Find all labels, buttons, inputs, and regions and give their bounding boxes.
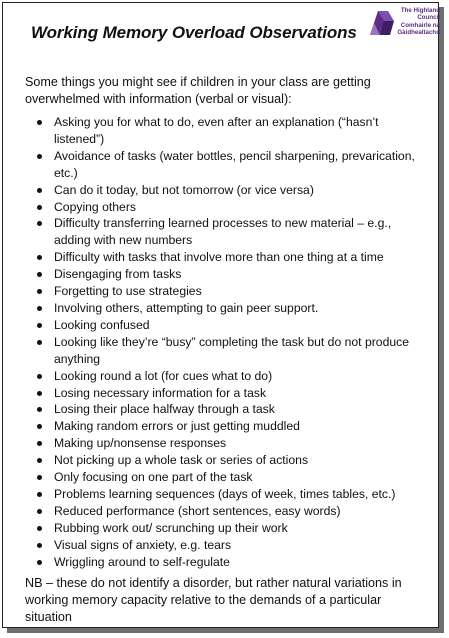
logo-line-4: Gàidhealtachd [397, 29, 440, 37]
list-item [37, 283, 417, 300]
list-item-text: Not picking up a whole task or series of actions [54, 453, 309, 468]
highland-council-logo [368, 7, 440, 41]
bullet-icon [37, 424, 42, 429]
bullet-icon [37, 560, 42, 565]
bullet-icon [37, 340, 42, 345]
bullet-icon [37, 407, 42, 412]
bullet-icon [37, 306, 42, 311]
list-item [37, 148, 417, 182]
list-item-text: Making up/nonsense responses [54, 436, 227, 451]
list-item [37, 334, 417, 368]
list-item-text: Looking round a lot (for cues what to do) [54, 368, 273, 383]
list-item [37, 401, 417, 418]
list-item-text: Can do it today, but not tomorrow (or vice versa) [54, 182, 314, 197]
list-item-text: Wriggling around to self-regulate [54, 554, 230, 569]
page-title: Working Memory Overload Observations [31, 23, 357, 42]
list-item [37, 469, 417, 486]
list-item [37, 554, 417, 571]
bullet-icon [37, 492, 42, 497]
list-item [37, 435, 417, 452]
list-item-text: Making random errors or just getting muddled [54, 419, 300, 434]
list-item [37, 368, 417, 385]
observations-list [37, 114, 417, 570]
list-item-text: Forgetting to use strategies [54, 284, 202, 299]
bullet-icon [37, 458, 42, 463]
list-item-text: Avoidance of tasks (water bottles, pencil sharpening, prevarication, etc.) [54, 148, 415, 180]
bullet-icon [37, 289, 42, 294]
logo-line-2: Council [417, 14, 440, 22]
list-item [37, 114, 417, 148]
bullet-icon [37, 441, 42, 446]
bullet-icon [37, 391, 42, 396]
logo-wordmark [388, 7, 440, 37]
list-item [37, 452, 417, 469]
list-item-text: Problems learning sequences (days of week, times tables, etc.) [54, 486, 396, 501]
list-item-text: Looking like they’re “busy” completing the task but do not produce anything [54, 334, 409, 366]
list-item [37, 300, 417, 317]
list-item-text: Losing their place halfway through a task [54, 402, 275, 417]
bullet-icon [37, 272, 42, 277]
list-item-text: Involving others, attempting to gain peer support. [54, 300, 319, 315]
list-item-text: Difficulty with tasks that involve more than one thing at a time [54, 250, 384, 265]
list-item-text: Losing necessary information for a task [54, 385, 267, 400]
list-item [37, 249, 417, 266]
bullet-icon [37, 154, 42, 159]
bullet-icon [37, 475, 42, 480]
list-item [37, 418, 417, 435]
list-item-text: Looking confused [54, 317, 150, 332]
bullet-icon [37, 509, 42, 514]
list-item [37, 503, 417, 520]
nb-note: NB – these do not identify a disorder, but rather natural variations in working memory capacity relative to the demands of a particular situation [25, 576, 402, 624]
list-item-text: Copying others [54, 199, 136, 214]
list-item [37, 385, 417, 402]
bullet-icon [37, 374, 42, 379]
list-item [37, 199, 417, 216]
intro-text: Some things you might see if children in your class are getting overwhelmed with information (verbal or visual): [25, 75, 371, 106]
list-item [37, 486, 417, 503]
bullet-icon [37, 526, 42, 531]
list-item-text: Disengaging from tasks [54, 267, 182, 282]
list-item [37, 266, 417, 283]
list-item-text: Rubbing work out/ scrunching up their work [54, 520, 288, 535]
list-item [37, 215, 417, 249]
bullet-icon [37, 543, 42, 548]
bullet-icon [37, 188, 42, 193]
list-item [37, 537, 417, 554]
list-item-text: Only focusing on one part of the task [54, 470, 253, 485]
bullet-icon [37, 323, 42, 328]
list-item [37, 182, 417, 199]
document-card [2, 2, 439, 628]
list-item-text: Asking you for what to do, even after an explanation (“hasn’t listened”) [54, 115, 379, 146]
logo-line-3: Comhairle na [400, 21, 440, 29]
list-item [37, 520, 417, 537]
logo-line-1: The Highland [400, 7, 440, 14]
bullet-icon [37, 221, 42, 226]
list-item [37, 317, 417, 334]
bullet-icon [37, 255, 42, 260]
list-item-text: Reduced performance (short sentences, easy words) [54, 503, 341, 518]
list-item-text: Difficulty transferring learned processes to new material – e.g., adding with new numbers [54, 216, 392, 248]
bullet-icon [37, 120, 42, 125]
bullet-icon [37, 205, 42, 210]
list-item-text: Visual signs of anxiety, e.g. tears [54, 537, 232, 552]
